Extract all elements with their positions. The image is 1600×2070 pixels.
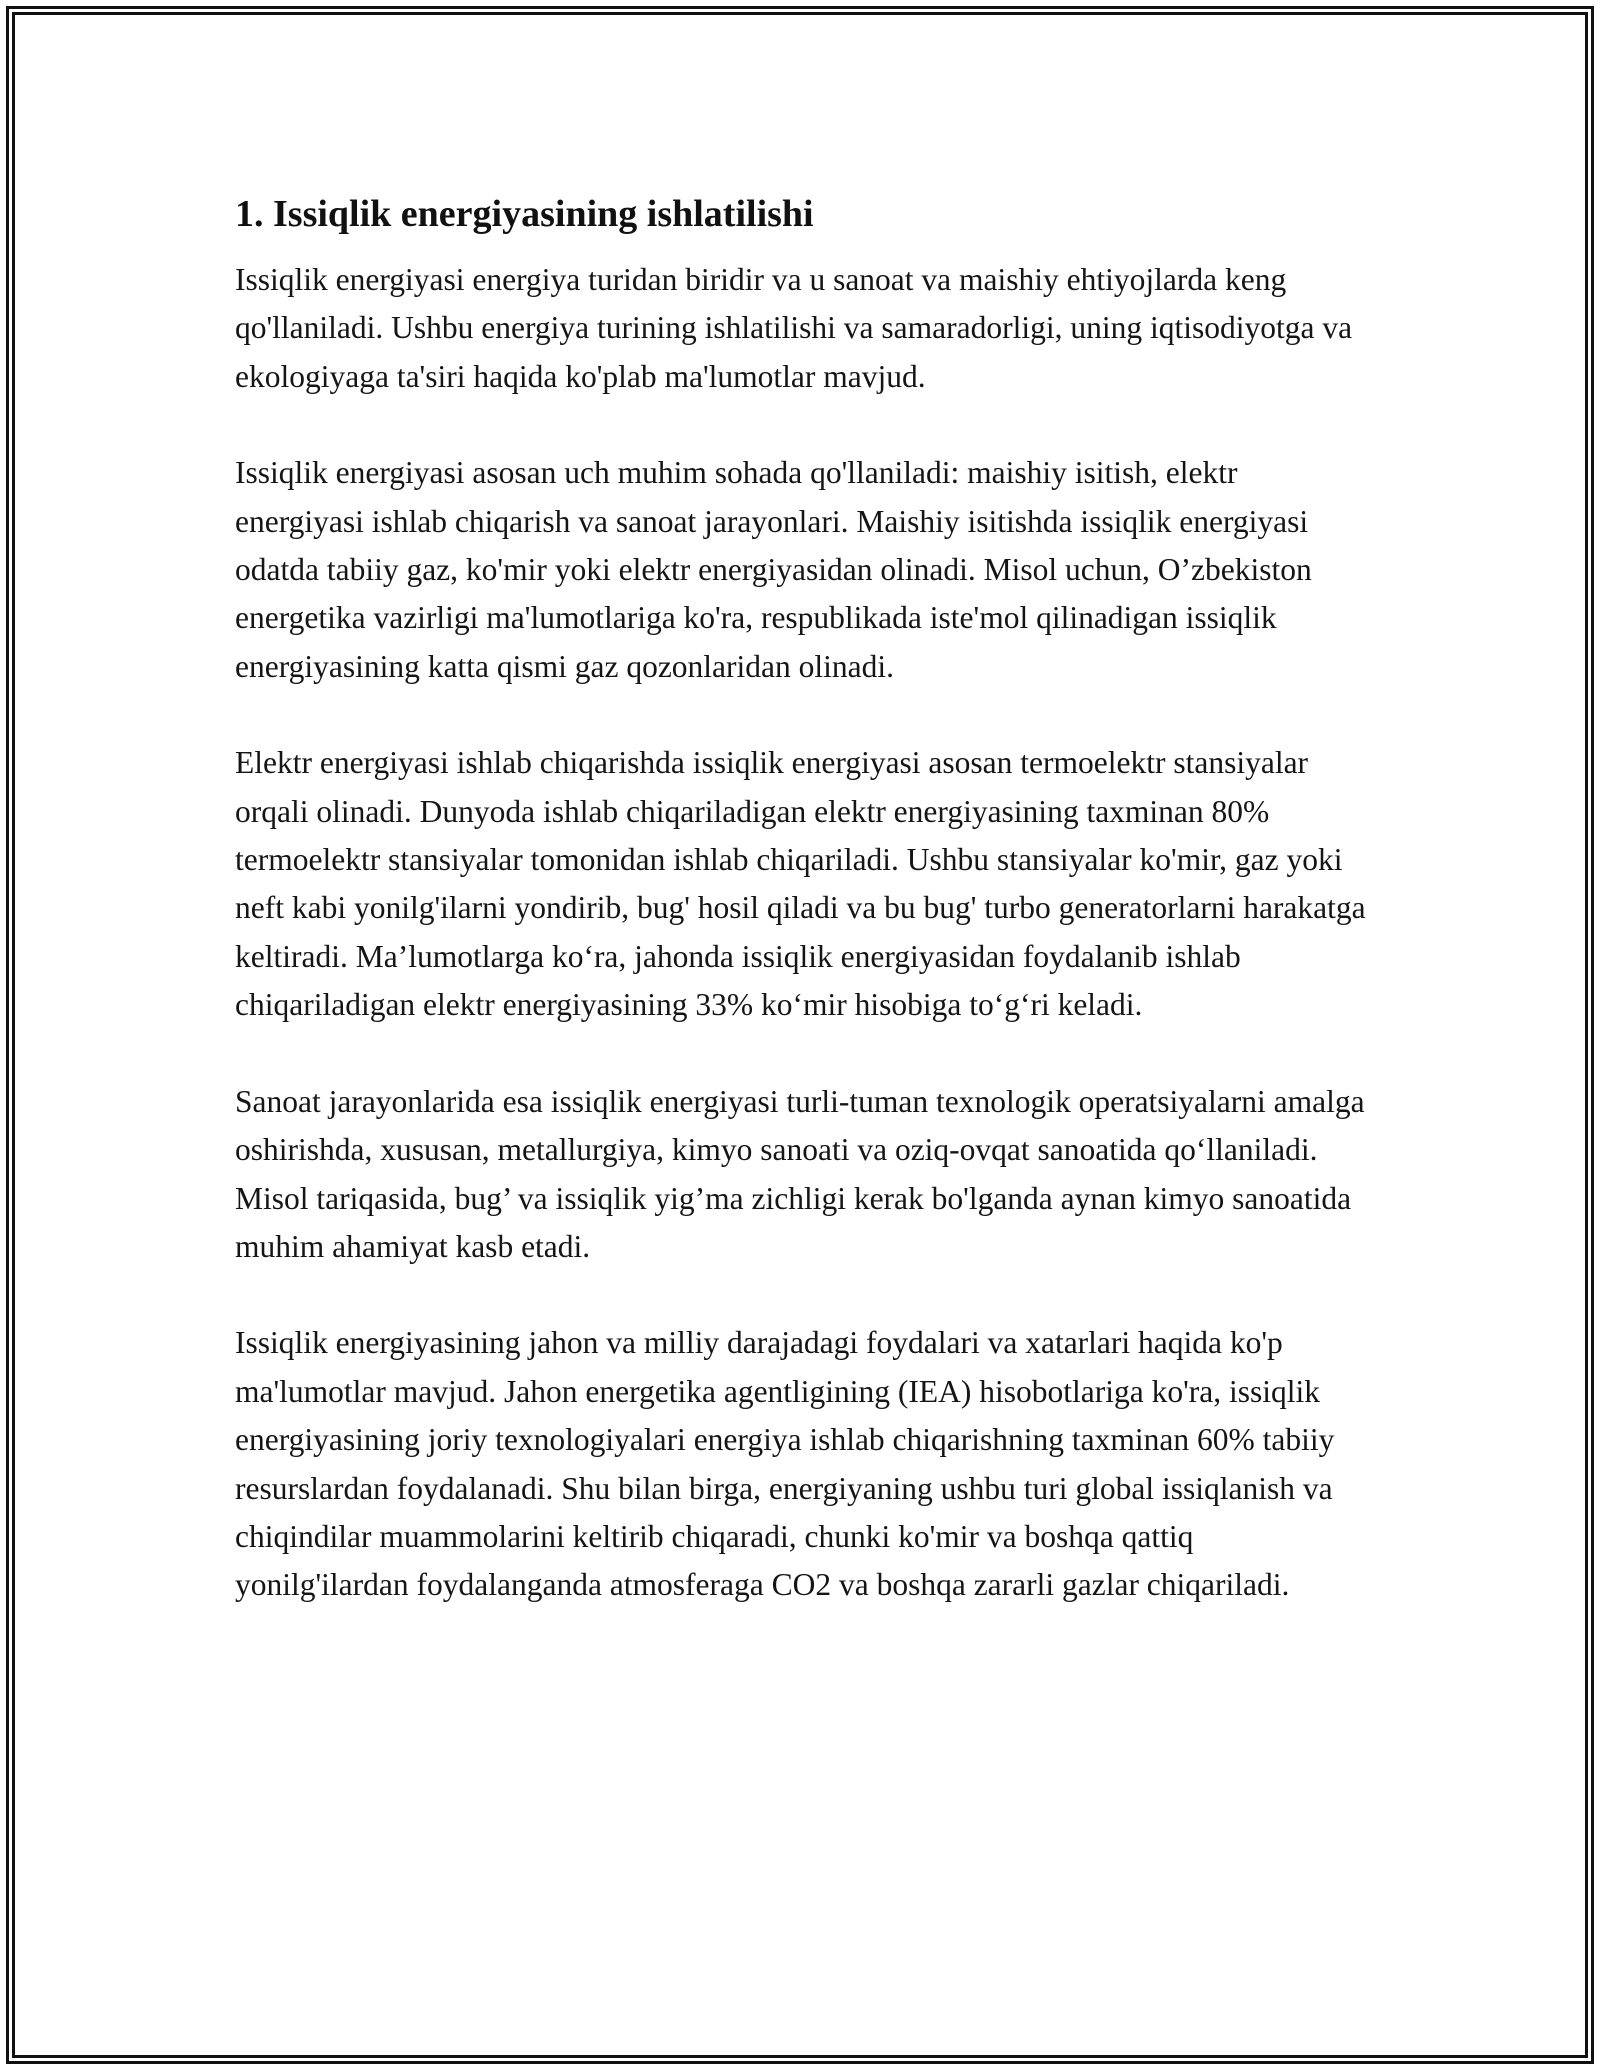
paragraph-application-areas: Issiqlik energiyasi asosan uch muhim sohada qo'llaniladi: maishiy isitish, elektr energiyasi ishlab chiqarish va sanoat jarayonlari. Maishiy isitishda issiqlik energiyasi odatda tabiiy gaz, ko'mir yoki elektr energiyasidan olinadi. Misol uchun, O’zbekiston energetika vazirligi ma'lumotlariga ko'ra, respublikada iste'mol qilinadigan issiqlik energiyasining katta qismi gaz qozonlaridan olinadi. (235, 455, 1312, 684)
section-heading: 1. Issiqlik energiyasining ishlatilishi (235, 193, 814, 235)
paragraph-benefits-and-risks: Issiqlik energiyasining jahon va milliy darajadagi foydalari va xatarlari haqida ko'p ma'lumotlar mavjud. Jahon energetika agentligining (IEA) hisobotlariga ko'ra, issiqlik energiyasining joriy texnologiyalari energiya ishlab chiqarishning taxminan 60% tabiiy resurslardan foydalanadi. Shu bilan birga, energiyaning ushbu turi global issiqlanish va chiqindilar muammolarini keltirib chiqaradi, chunki ko'mir va boshqa qattiq yonilg'ilardan foydalanganda atmosferaga CO2 va boshqa zararli gazlar chiqariladi. (235, 1325, 1335, 1603)
paragraph-industrial-processes: Sanoat jarayonlarida esa issiqlik energiyasi turli-tuman texnologik operatsiyalarni amalga oshirishda, xususan, metallurgiya, kimyo sanoati va oziq-ovqat sanoatida qo‘llaniladi. Misol tariqasida, bug’ va issiqlik yig’ma zichligi kerak bo'lganda aynan kimyo sanoatida muhim ahamiyat kasb etadi. (235, 1083, 1365, 1264)
document-body (235, 188, 1370, 1610)
paragraph-electricity-generation: Elektr energiyasi ishlab chiqarishda issiqlik energiyasi asosan termoelektr stansiyalar orqali olinadi. Dunyoda ishlab chiqariladigan elektr energiyasining taxminan 80% termoelektr stansiyalar tomonidan ishlab chiqariladi. Ushbu stansiyalar ko'mir, gaz yoki neft kabi yonilg'ilarni yondirib, bug' hosil qiladi va bu bug' turbo generatorlarni harakatga keltiradi. Ma’lumotlarga ko‘ra, jahonda issiqlik energiyasidan foydalanib ishlab chiqariladigan elektr energiyasining 33% ko‘mir hisobiga to‘g‘ri keladi. (235, 745, 1366, 1023)
paragraph-intro: Issiqlik energiyasi energiya turidan biridir va u sanoat va maishiy ehtiyojlarda keng qo'llaniladi. Ushbu energiya turining ishlatilishi va samaradorligi, uning iqtisodiyotga va ekologiyaga ta'siri haqida ko'plab ma'lumotlar mavjud. (235, 262, 1353, 394)
